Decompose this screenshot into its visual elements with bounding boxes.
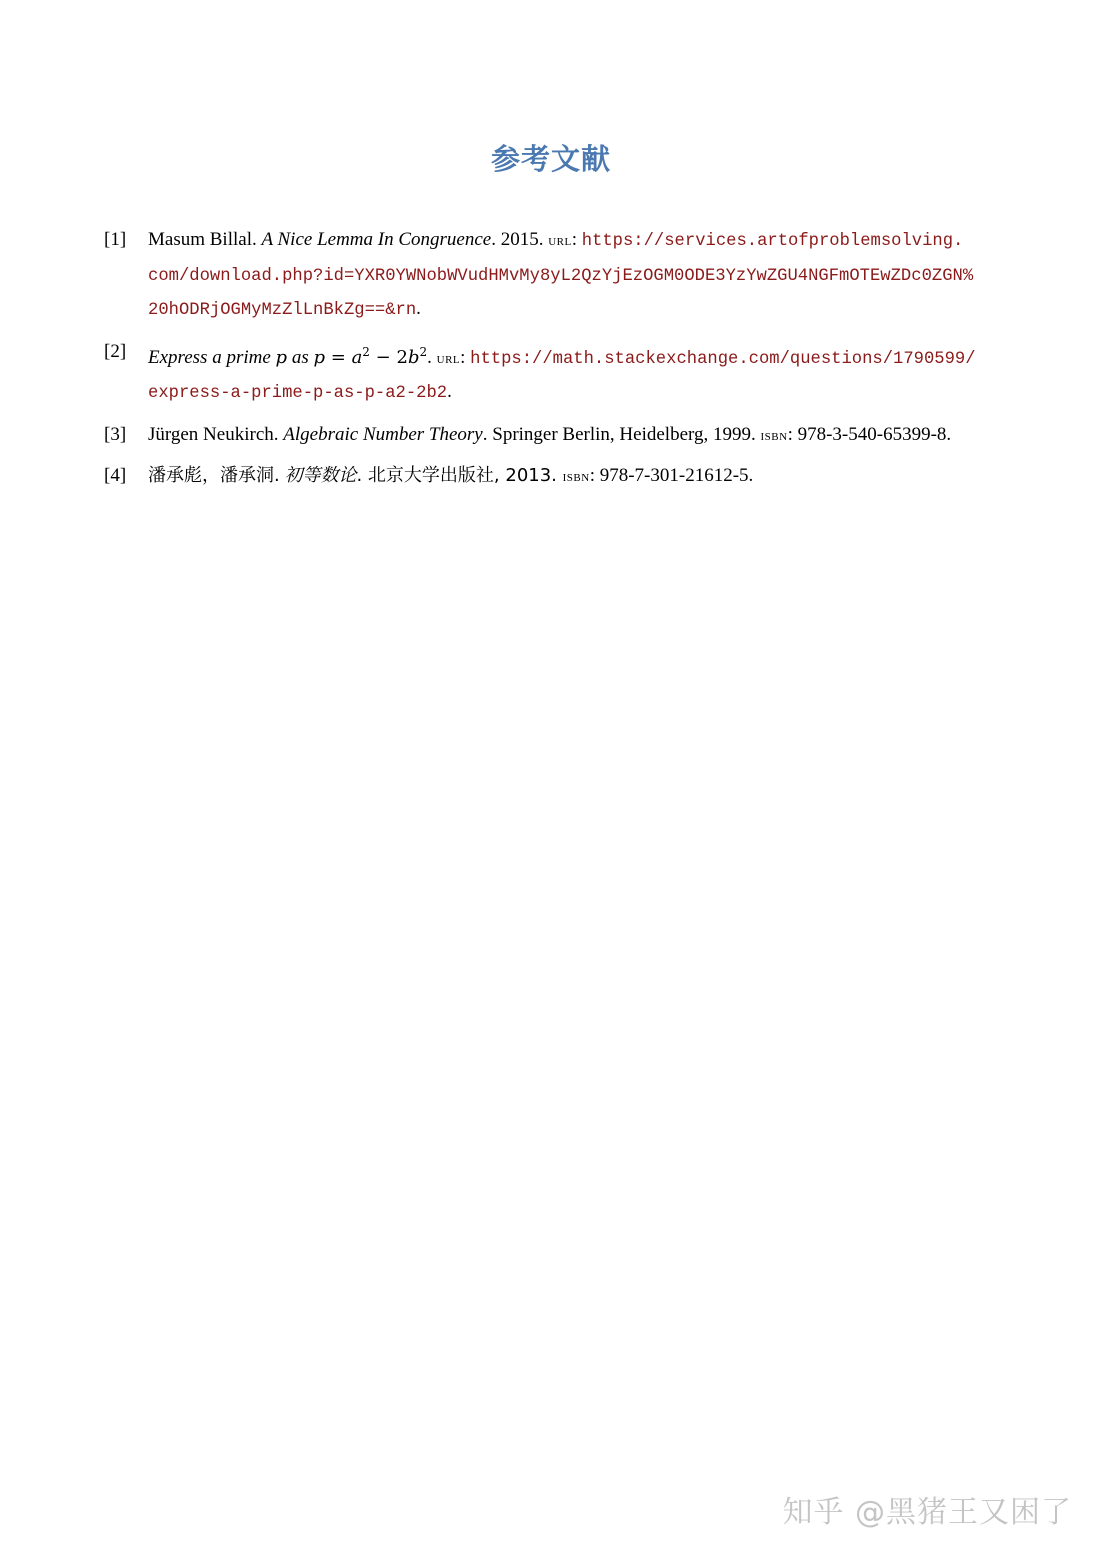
math-equation [313,344,428,368]
reference-author: Jürgen Neukirch. [148,423,279,445]
reference-number: [4] [104,465,127,486]
eq-superscript-1: 2 [362,344,370,359]
url-line-3[interactable]: 20hODRjOGMyMzZlLnBkZg==&rn [148,301,417,320]
reference-number: [2] [104,340,127,362]
reference-title-part-b: as [291,346,309,368]
page-title: 参考文献 [490,142,611,176]
reference-url-link[interactable] [148,350,976,404]
url-line-2[interactable]: express-a-prime-p-as-p-a2-2b2 [148,384,448,403]
eq-b: b [407,346,420,368]
reference-details: . [427,346,437,368]
url-label: url [548,232,572,249]
reference-details: . Springer Berlin, Heidelberg, 1999. [482,423,761,445]
reference-item-3 [0,419,1102,453]
reference-details: . 北京大学出版社, 2013. [356,465,563,486]
isbn-value: : 978-3-540-65399-8. [787,423,952,445]
isbn-label: isbn [760,426,788,444]
eq-coefficient: 2 [396,346,408,368]
eq-minus: − [375,346,391,368]
reference-list [0,224,1102,502]
url-line-2[interactable]: com/download.php?id=YXR0YWNobWVudHMvMy8yL2QzYjEzOGM0ODE3YzYwZGU4NGFmOTEwZDc0ZGN% [148,266,974,286]
reference-end: . [447,381,452,402]
reference-end: . [416,298,421,319]
eq-superscript-2: 2 [419,344,428,359]
reference-author: 潘承彪，潘承洞. [148,465,280,486]
url-line-1[interactable]: https://services.artofproblemsolving. [581,232,964,251]
reference-number: [1] [104,229,127,250]
eq-a: a [351,346,363,368]
url-separator: : [460,346,471,368]
math-variable-p: p [275,346,288,368]
url-line-1[interactable]: https://math.stackexchange.com/questions/1790599/ [470,349,976,369]
eq-operator: = [330,346,346,368]
isbn-value: : 978-7-301-21612-5. [589,465,754,486]
url-label: url [436,349,461,367]
url-separator: : [571,229,582,250]
reference-details: . 2015. [491,229,549,250]
eq-lhs: p [313,346,325,368]
watermark: 知乎 @黑猪王又困了 [782,1495,1072,1530]
reference-title: 初等数论 [284,465,357,486]
reference-title: A Nice Lemma In Congruence [261,229,492,250]
isbn-label: isbn [562,468,590,485]
reference-title-part-a: Express a prime [148,346,271,368]
reference-item-1 [0,224,1102,328]
reference-number: [3] [104,423,127,445]
reference-item-2 [0,336,1102,411]
reference-author: Masum Billal. [148,229,257,250]
reference-item-4 [0,460,1102,494]
reference-title: Algebraic Number Theory [283,423,483,445]
